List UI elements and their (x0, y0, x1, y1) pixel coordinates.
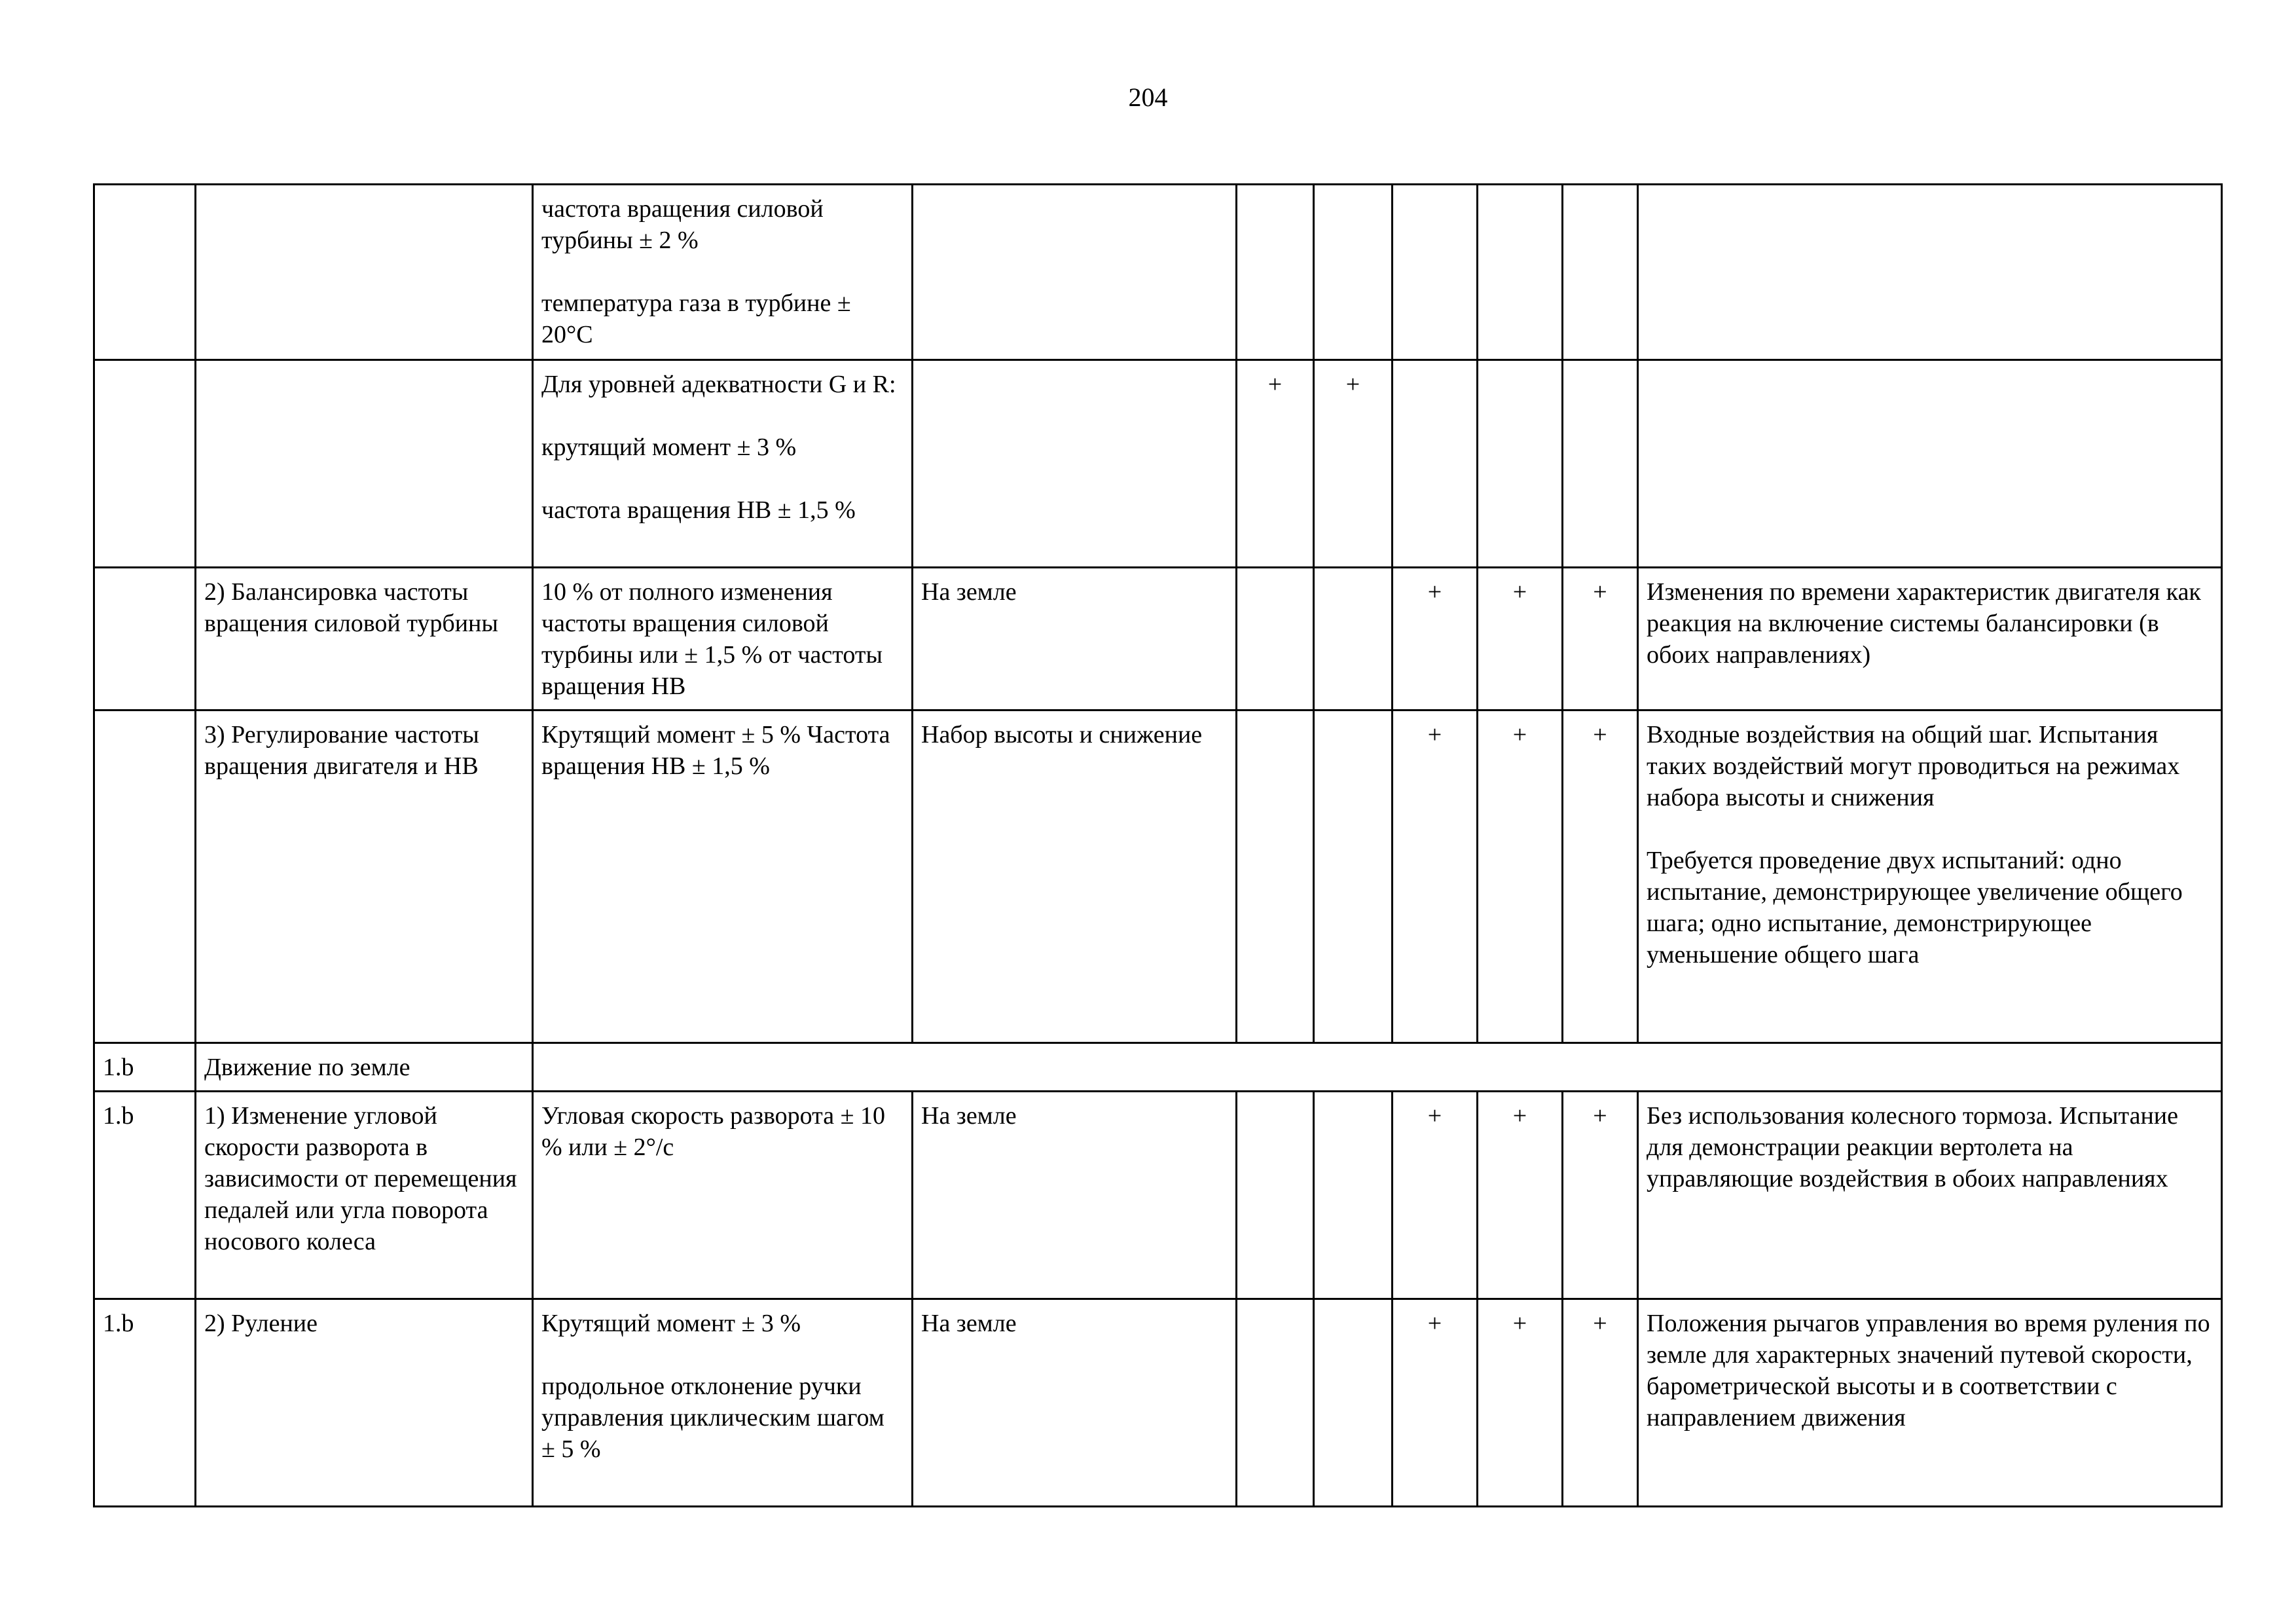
tolerance-text: Для уровней адекватности G и R: (541, 371, 896, 398)
tolerance-cell (533, 568, 913, 710)
level-5-mark-cell: + (1563, 568, 1638, 710)
test-name-cell: 3) Регулирование частоты вращения двигателя и НВ (196, 710, 533, 1043)
comment-cell (1638, 360, 2222, 568)
level-2-mark-cell (1314, 1299, 1393, 1507)
comment-text: Без использования колесного тормоза. Испытание для демонстрации реакции вертолета на управляющие воздействия в обоих направлениях (1647, 1102, 2178, 1192)
level-1-mark-cell (1237, 710, 1314, 1043)
test-name-cell: 1) Изменение угловой скорости разворота в зависимости от перемещения педалей или угла поворота носового колеса (196, 1092, 533, 1299)
table-row (94, 1092, 2222, 1299)
level-1-mark-cell (1237, 1092, 1314, 1299)
flight-condition-cell (913, 360, 1237, 568)
row-id-cell (94, 568, 196, 710)
tolerance-cell (533, 1092, 913, 1299)
tolerance-text: Угловая скорость разворота ± 10 % или ± 2°/с (541, 1102, 885, 1161)
tolerance-text: частота вращения силовой турбины ± 2 % (541, 195, 824, 254)
row-id-cell (94, 360, 196, 568)
section-filler-cell (533, 1043, 2222, 1092)
tolerance-text: продольное отклонение ручки управления циклическим шагом ± 5 % (541, 1373, 884, 1463)
level-3-mark-cell (1393, 185, 1478, 360)
level-1-mark-cell (1237, 1299, 1314, 1507)
section-title-cell: Движение по земле (196, 1043, 533, 1092)
level-4-mark-cell: + (1478, 710, 1563, 1043)
level-5-mark-cell (1563, 360, 1638, 568)
tolerance-text: крутящий момент ± 3 % (541, 434, 797, 461)
comment-text: Положения рычагов управления во время руления по земле для характерных значений путевой скорости, барометрической высоты и в соответствии с направлением движения (1647, 1310, 2210, 1431)
flight-condition-cell: Набор высоты и снижение (913, 710, 1237, 1043)
level-3-mark-cell: + (1393, 568, 1478, 710)
tolerance-cell (533, 360, 913, 568)
table-row (94, 185, 2222, 360)
flight-condition-cell: На земле (913, 1299, 1237, 1507)
tolerance-text: температура газа в турбине ± 20°C (541, 289, 851, 348)
row-id-cell: 1.b (94, 1043, 196, 1092)
level-3-mark-cell: + (1393, 1299, 1478, 1507)
test-requirements-table (93, 183, 2223, 1507)
level-2-mark-cell (1314, 1092, 1393, 1299)
level-3-mark-cell (1393, 360, 1478, 568)
level-5-mark-cell: + (1563, 1299, 1638, 1507)
row-id-cell (94, 710, 196, 1043)
level-1-mark-cell: + (1237, 360, 1314, 568)
table-row (94, 360, 2222, 568)
level-3-mark-cell: + (1393, 710, 1478, 1043)
tolerance-text: 10 % от полного изменения частоты вращения силовой турбины или ± 1,5 % от частоты вращения НВ (541, 578, 883, 700)
row-id-cell: 1.b (94, 1092, 196, 1299)
test-name-cell: 2) Балансировка частоты вращения силовой турбины (196, 568, 533, 710)
tolerance-text: Крутящий момент ± 5 % Частота вращения НВ ± 1,5 % (541, 721, 890, 780)
table-body (94, 185, 2222, 1507)
test-name-cell: 2) Руление (196, 1299, 533, 1507)
level-4-mark-cell: + (1478, 568, 1563, 710)
row-id-cell: 1.b (94, 1299, 196, 1507)
tolerance-cell (533, 1299, 913, 1507)
comment-cell (1638, 185, 2222, 360)
table-row (94, 710, 2222, 1043)
section-row (94, 1043, 2222, 1092)
table-row (94, 568, 2222, 710)
comment-cell (1638, 1092, 2222, 1299)
level-4-mark-cell: + (1478, 1299, 1563, 1507)
tolerance-text: Крутящий момент ± 3 % (541, 1310, 801, 1337)
page-number: 204 (1128, 83, 1168, 112)
level-2-mark-cell: + (1314, 360, 1393, 568)
level-4-mark-cell: + (1478, 1092, 1563, 1299)
level-2-mark-cell (1314, 568, 1393, 710)
flight-condition-cell: На земле (913, 568, 1237, 710)
tolerance-cell (533, 710, 913, 1043)
level-4-mark-cell (1478, 360, 1563, 568)
tolerance-cell (533, 185, 913, 360)
table-row (94, 1299, 2222, 1507)
comment-text: Изменения по времени характеристик двигателя как реакция на включение системы балансировки (в обоих направлениях) (1647, 578, 2201, 669)
comment-cell (1638, 568, 2222, 710)
comment-cell (1638, 710, 2222, 1043)
level-5-mark-cell (1563, 185, 1638, 360)
level-1-mark-cell (1237, 185, 1314, 360)
comment-text: Входные воздействия на общий шаг. Испытания таких воздействий могут проводиться на режимах набора высоты и снижения (1647, 721, 2180, 811)
comment-text: Требуется проведение двух испытаний: одно испытание, демонстрирующее увеличение общего шага; одно испытание, демонстрирующее уменьшение общего шага (1647, 847, 2183, 969)
test-name-cell (196, 360, 533, 568)
level-1-mark-cell (1237, 568, 1314, 710)
level-2-mark-cell (1314, 185, 1393, 360)
level-5-mark-cell: + (1563, 710, 1638, 1043)
comment-cell (1638, 1299, 2222, 1507)
tolerance-text: частота вращения НВ ± 1,5 % (541, 496, 856, 524)
row-id-cell (94, 185, 196, 360)
test-name-cell (196, 185, 533, 360)
level-4-mark-cell (1478, 185, 1563, 360)
level-2-mark-cell (1314, 710, 1393, 1043)
level-5-mark-cell: + (1563, 1092, 1638, 1299)
flight-condition-cell (913, 185, 1237, 360)
flight-condition-cell: На земле (913, 1092, 1237, 1299)
level-3-mark-cell: + (1393, 1092, 1478, 1299)
